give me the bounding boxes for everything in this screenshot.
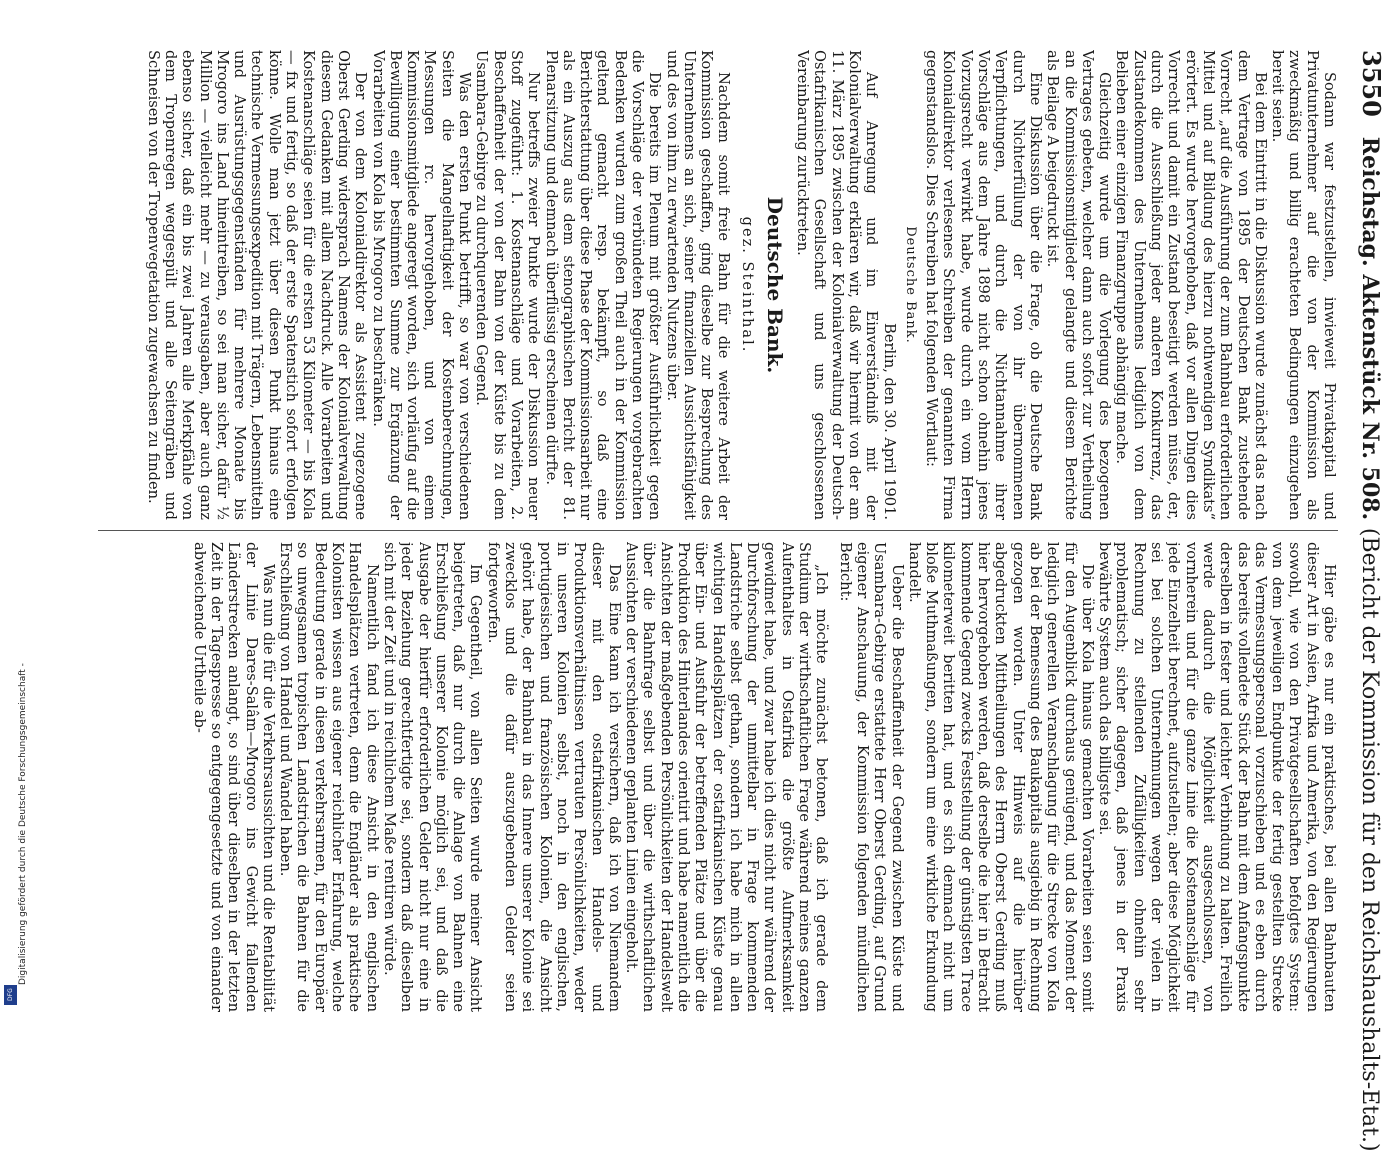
right-column (93, 542, 1338, 1012)
paragraph: Gleichzeitig wurde um die Vorlegung des bezogenen Vertrages gebeten, welcher dann auch sofort zur Vertheilung an die Kommissionsmitglieder gelangte und diesem Berichte als Beilage A beigedruckt ist. (1044, 50, 1114, 520)
paragraph: Bei dem Eintritt in die Diskussion wurde zunächst das nach dem Vertrage von 1895 der Deutschen Bank zustehende Vorrecht „auf die Ausführung der zum Bahnbau erforderlichen Mittel und auf Bildung des hierzu nothwendigen Syndikats“ erörtert. Es wurde hervorgehoben, daß vor allen Dingen dies Vorrecht und damit ein Zustand beseitigt werden müsse, der, durch die Ausschließung jeder anderen Konkurrenz, das Zustandekommen des Unternehmens lediglich von dem Belieben einer einzigen Finanzgruppe abhängig mache. (1113, 50, 1269, 520)
paragraph: Sodann war festzustellen, inwieweit Privatkapital und Privatunternehmer auf die von der Kommission als zweckmäßig und billig erachteten Bedingungen einzugehen bereit seien. (1269, 50, 1338, 520)
paragraph: Der von dem Kolonialdirektor als Assistent zugezogene Oberst Gerding widersprach Namens der Kolonialverwaltung diesem Gedanken mit allem Nachdruck. Alle Vorarbeiten und Kostenanschläge seien für die ersten 53 Kilometer — bis Kola — fix und fertig, so daß der erste Spatenstich sofort erfolgen könne. Wolle man jetzt über diesen Punkt hinaus eine technische Vermessungsexpedition mit Trägern, Lebensmitteln und Ausrüstungsgegenständen für mehrere Monate bis Mrogoro ins Land hineintreiben, so sei man sicher, dafür ½ Million — vielleicht mehr — zu verausgaben, aber auch ganz ebenso sicher, daß ein bis zwei Jahren alle Merkpfähle von dem Tropenregen weggespült und alle Seitengräben und Schneisen von der Tropenvegetation zugewachsen zu finden. (144, 50, 370, 520)
paragraph: Das Eine kann ich versichern, daß ich von Niemandem dieser mit den ostafrikanischen Handels- und Produktionsverhältnissen vertrauten Persönlichkeiten, weder in unseren Kolonien selbst, noch in den englischen, portugiesischen und französischen Kolonien, die Ansicht gehört habe, der Bahnbau in das Innere unserer Kolonie sei zwecklos und die dafür auszugebenden Gelder seien fortgeworfen. (484, 542, 623, 1012)
paragraph: Namentlich fand ich diese Ansicht in den englischen Handelsplätzen vertreten, denn die Engländer als praktische Kolonisten wissen aus eigener reichlicher Erfahrung, welche Bedeutung gerade in diesen verkehrsarmen, für den Europäer so unwegsamen tropischen Landstrichen die Bahnen für die Erschließung von Handel und Wandel haben. (277, 542, 381, 1012)
signature: gez. Steinthal. (738, 216, 756, 354)
paragraph: Eine Diskussion über die Frage, ob die Deutsche Bank durch Nichterfüllung der von ihr übernommenen Verpflichtungen, und durch die Nichtannahme ihrer Vorschläge aus dem Jahre 1898 nicht schon ohnehin jenes Vorzugsrecht verwirkt habe, wurde durch ein vom Herrn Kolonialdirektor verlesenes Schreiben der genannten Firma gegenstandslos. Dies Schreiben hat folgenden Wortlaut: (923, 50, 1044, 520)
paragraph: Die bereits im Plenum mit größter Ausführlichkeit gegen die Vorschläge der verbündeten Regierungen vorgebrachten Bedenken wurden zum großen Theil auch in der Kommission geltend gemacht resp. bekämpft, so daß eine Berichterstattung über diese Phase der Kommissionsarbeit nur als ein Auszug aus dem stenographischen Bericht der 81. Plenarsitzung und demnach überflüssig erscheinen dürfte. (542, 50, 664, 520)
page-header (1346, 50, 1386, 1152)
footer-strip (4, 60, 28, 1002)
paragraph: Ueber die Beschaffenheit der Gegend zwischen Küste und Usambara-Gebirge erstattete Herr Oberst Gerding, auf Grund eigener Anschauung, der Kommission folgenden mündlichen Bericht: (836, 542, 906, 1012)
paragraph: Was den ersten Punkt betrifft, so war von verschiedenen Seiten die Mangelhaftigkeit der Kostenberechnungen, Messungen rc. hervorgehoben, und von einem Kommissionsmitgliede angeregt worden, sich vorläufig auf die Bewilligung einer bestimmten Summe zur Ergänzung der Vorarbeiten von Kola bis Mrogoro zu beschränken. (369, 50, 474, 520)
document-subtitle: (Bericht der Kommission für den Reichshaushalts-Etat.) (1357, 527, 1382, 1152)
left-column (93, 50, 1338, 520)
paragraph: „Ich möchte zunächst betonen, daß ich gerade dem Studium der wirthschaftlichen Frage während meines ganzen Aufenthaltes in Ostafrika die größte Aufmerksamkeit gewidmet habe, und zwar habe ich dies nicht nur während der Durchforschung der unmittelbar in Frage kommenden Landstriche selbst gethan, sondern ich habe mich in allen wichtigen Handelsplätzen der ostafrikanischen Küste genau über Ein- und Ausfuhr der betreffenden Plätze und über die Produktion des Hinterlandes orientirt und habe namentlich die Ansichten der maßgebenden Persönlichkeiten der Handelswelt über die Bahnfrage selbst und über die wirthschaftlichen Aussichten der verschiedenen geplanten Linien eingeholt. (623, 542, 831, 1012)
page-title (1357, 137, 1383, 1152)
funding-notice: Digitalisierung gefördert durch die Deutsche Forschungsgemeinschaft - (18, 663, 28, 985)
paragraph: Nur betreffs zweier Punkte wurde der Diskussion neuer Stoff zugeführt: 1. Kostenanschläge und Vorarbeiten, 2. Beschaffenheit der von der Bahn von der Küste bis zu dem Usambara-Gebirge zu durchquerenden Gegend. (473, 50, 543, 520)
paragraph: Nachdem somit freie Bahn für die weitere Arbeit der Kommission geschaffen, ging dieselbe zur Besprechung des Unternehmens an sich, seiner finanziellen Aussichtsfähigkeit und des von ihm zu erwartenden Nutzens über. (663, 50, 733, 520)
paragraph: Auf Anregung und im Einverständniß mit der Kolonialverwaltung erklären wir, daß wir hiermit von der am 11. März 1895 zwischen der Kolonialverwaltung der Deutsch-Ostafrikanischen Gesellschaft und uns geschlossenen Vereinbarung zurücktreten. (794, 50, 881, 520)
section-heading: Deutsche Bank. (762, 196, 787, 374)
column-divider (98, 530, 1338, 531)
paragraph: Die über Kola hinaus gemachten Vorarbeiten seien somit für den Augenblick durchaus genügend, und das Moment der lediglich generellen Veranschlagung für die Strecke von Kola ab bei der Bemessung des Baukapitals ausgiebig in Rechnung gezogen worden. Unter Hinweis auf die hierüber abgedruckten Mittheilungen des Herrn Oberst Gerding muß hier hervorgehoben werden, daß derselbe die hier in Betracht kommende Gegend zwecks Feststellung der günstigsten Trace kilometerweit beritten hat, und es sich demnach nicht um bloße Muthmaßungen, sondern um eine wirkliche Erkundung handelt. (905, 542, 1096, 1012)
dfg-logo: DFG (4, 985, 17, 1005)
paragraph: Im Gegentheil, von allen Seiten wurde meiner Ansicht beigetreten, daß nur durch die Anlage von Bahnen eine Erschließung unserer Kolonie möglich sei, und daß die Ausgabe der hierfür erforderlichen Gelder nicht nur eine in jeder Beziehung gerechtfertigte sei, sondern daß dieselben sich mit der Zeit und in reichlichem Maße rentiren würde. (380, 542, 485, 1012)
paragraph: Was nun die für die Verkehrsaussichten und die Rentabilität der Linie Dares-Salâm—Mrogoro ins Gewicht fallenden Länderstrecken anlangt, so sind über dieselben in der letzten Zeit in der Tagespresse so entgegengesetzte und von einander abweichende Urtheile ab- (190, 542, 277, 1012)
page-content (86, 50, 1386, 1152)
paragraph: Hier gäbe es nur ein praktisches, bei allen Bahnbauten dieser Art in Asien, Afrika und Amerika, von den Regierungen sowohl, wie von den Privatgesellschaften befolgtes System: von dem jeweiligen Endpunkte der fertig gestellten Strecke das Vermessungspersonal vorzuschieben und es eben durch das bereits vollendete Stück der Bahn mit dem Anfangspunkte derselben in fester und leichter Verbindung zu halten. Freilich werde dadurch die Möglichkeit ausgeschlossen, von vornherein und für die ganze Linie die Kostenanschläge für jede Einzelheit berechnet, aufzustellen; aber diese Möglichkeit sei bei solchen Unternehmungen wegen der vielen in Rechnung zu stellenden Zufälligkeiten ohnehin sehr problematisch; sicher dagegen, daß jenes in der Praxis bewährte System auch das billigste sei. (1096, 542, 1338, 1012)
letter-date: Berlin, den 30. April 1901. (880, 323, 898, 520)
document-title: Reichstag. Aktenstück Nr. 508. (1357, 136, 1383, 521)
letter-sender: Deutsche Bank. (902, 226, 918, 344)
page-number: 3550 (1357, 50, 1386, 117)
